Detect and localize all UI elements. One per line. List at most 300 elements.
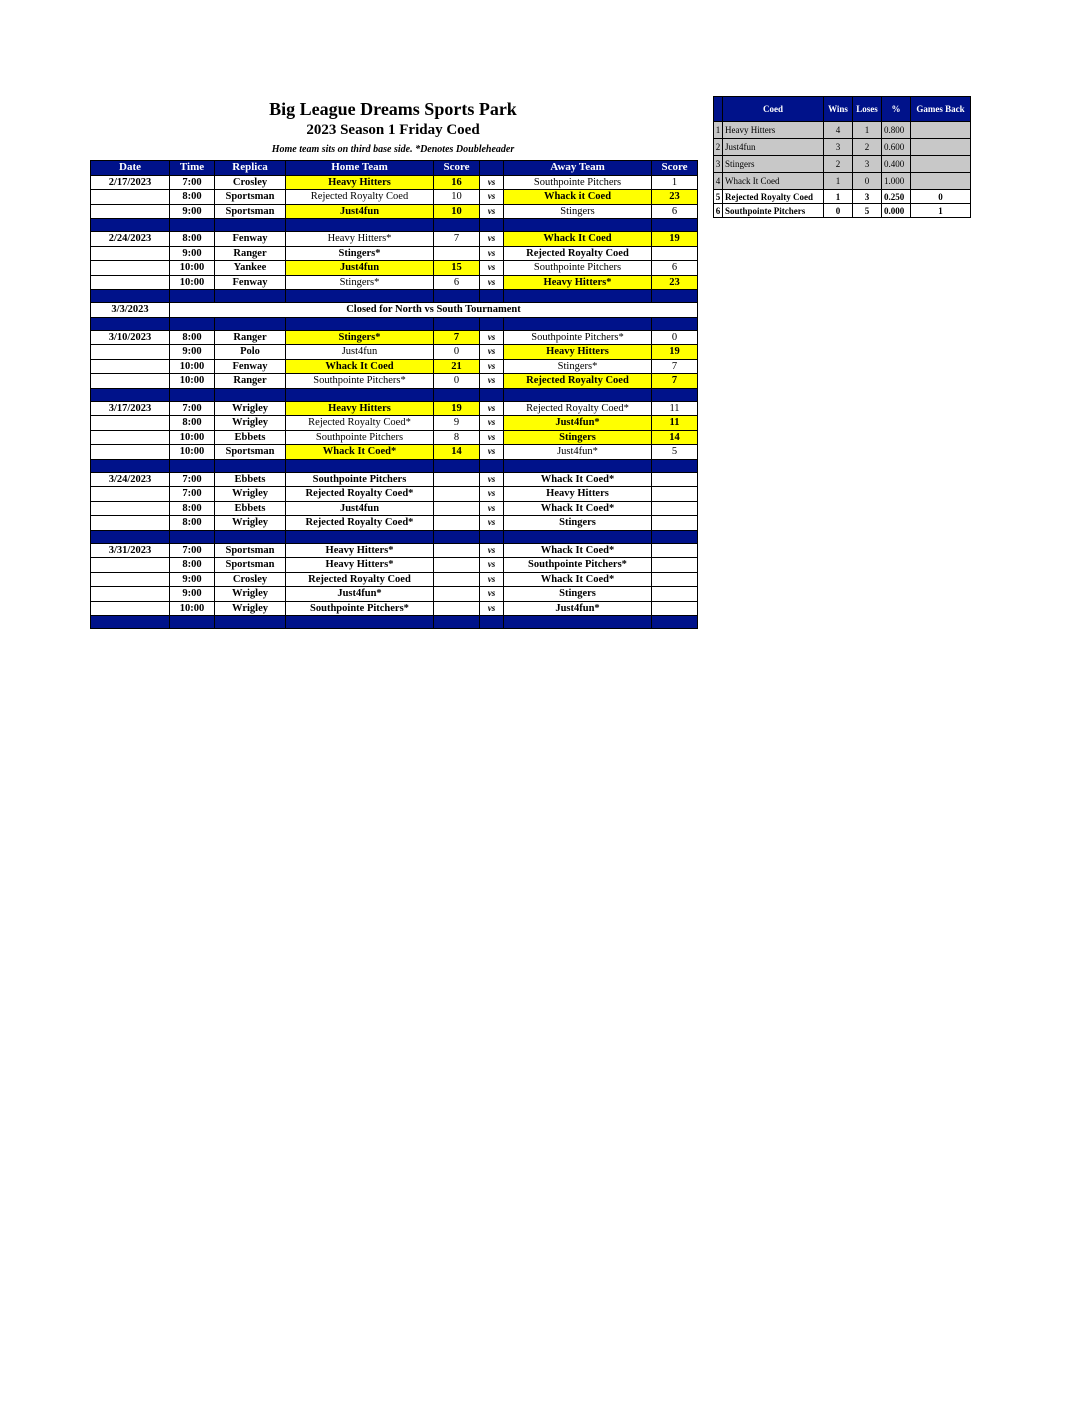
home-score: 7 xyxy=(434,232,480,247)
game-replica: Fenway xyxy=(215,275,286,290)
game-date xyxy=(91,261,170,276)
away-score: 23 xyxy=(652,275,698,290)
closed-note: Closed for North vs South Tournament xyxy=(170,303,698,318)
col-home-score: Score xyxy=(434,161,480,176)
separator-cell xyxy=(480,616,504,629)
week-separator xyxy=(91,290,698,303)
schedule-table xyxy=(90,160,698,629)
game-date xyxy=(91,275,170,290)
home-team: Heavy Hitters xyxy=(286,175,434,190)
col-replica: Replica xyxy=(215,161,286,176)
standings-team: Heavy Hitters xyxy=(723,122,824,139)
game-time: 9:00 xyxy=(170,572,215,587)
game-row xyxy=(91,374,698,389)
away-score: 23 xyxy=(652,190,698,205)
separator-cell xyxy=(652,317,698,330)
separator-cell xyxy=(215,388,286,401)
standings-row xyxy=(714,156,971,173)
game-date xyxy=(91,558,170,573)
separator-cell xyxy=(480,317,504,330)
game-row xyxy=(91,261,698,276)
standings-pct: 0.600 xyxy=(882,139,911,156)
game-time: 10:00 xyxy=(170,445,215,460)
standings-loses: 2 xyxy=(853,139,882,156)
home-team: Stingers* xyxy=(286,330,434,345)
away-score: 19 xyxy=(652,232,698,247)
standings-team: Just4fun xyxy=(723,139,824,156)
home-team: Rejected Royalty Coed* xyxy=(286,516,434,531)
schedule-header-row xyxy=(91,161,698,176)
standings-pos: 2 xyxy=(714,139,723,156)
game-row xyxy=(91,204,698,219)
separator-cell xyxy=(434,317,480,330)
game-date: 3/24/2023 xyxy=(91,472,170,487)
vs-label: vs xyxy=(480,190,504,205)
page-subtitle: 2023 Season 1 Friday Coed xyxy=(306,122,480,138)
vs-label: vs xyxy=(480,501,504,516)
page-note: Home team sits on third base side. *Denotes Doubleheader xyxy=(271,144,515,155)
separator-cell xyxy=(286,459,434,472)
standings-pct: 0.000 xyxy=(882,204,911,218)
home-team: Just4fun xyxy=(286,204,434,219)
standings-team: Whack It Coed xyxy=(723,173,824,190)
vs-label: vs xyxy=(480,516,504,531)
game-date xyxy=(91,204,170,219)
game-date xyxy=(91,190,170,205)
standings-row xyxy=(714,122,971,139)
game-replica: Wrigley xyxy=(215,516,286,531)
standings-col-pos xyxy=(714,97,723,122)
separator-cell xyxy=(286,317,434,330)
away-score xyxy=(652,543,698,558)
away-score xyxy=(652,601,698,616)
vs-label: vs xyxy=(480,261,504,276)
away-team: Rejected Royalty Coed xyxy=(504,374,652,389)
separator-cell xyxy=(652,616,698,629)
vs-label: vs xyxy=(480,175,504,190)
game-time: 10:00 xyxy=(170,275,215,290)
week-separator xyxy=(91,317,698,330)
away-score xyxy=(652,246,698,261)
game-date: 2/17/2023 xyxy=(91,175,170,190)
game-date xyxy=(91,501,170,516)
game-row xyxy=(91,275,698,290)
away-team: Whack It Coed* xyxy=(504,472,652,487)
separator-cell xyxy=(434,290,480,303)
home-team: Just4fun xyxy=(286,261,434,276)
separator-cell xyxy=(215,530,286,543)
game-row xyxy=(91,601,698,616)
game-replica: Fenway xyxy=(215,232,286,247)
standings-col-gb: Games Back xyxy=(911,97,971,122)
separator-cell xyxy=(434,388,480,401)
game-replica: Wrigley xyxy=(215,416,286,431)
home-team: Just4fun xyxy=(286,501,434,516)
game-row xyxy=(91,246,698,261)
home-team: Rejected Royalty Coed* xyxy=(286,416,434,431)
away-score: 14 xyxy=(652,430,698,445)
away-score xyxy=(652,487,698,502)
standings-loses: 3 xyxy=(853,156,882,173)
game-time: 8:00 xyxy=(170,558,215,573)
standings-loses: 1 xyxy=(853,122,882,139)
vs-label: vs xyxy=(480,416,504,431)
game-date: 2/24/2023 xyxy=(91,232,170,247)
week-separator xyxy=(91,459,698,472)
separator-cell xyxy=(215,317,286,330)
week-separator xyxy=(91,616,698,629)
separator-cell xyxy=(170,219,215,232)
away-team: Stingers xyxy=(504,587,652,602)
separator-cell xyxy=(91,290,170,303)
game-replica: Sportsman xyxy=(215,190,286,205)
col-time: Time xyxy=(170,161,215,176)
standings-table xyxy=(713,96,971,218)
game-date xyxy=(91,246,170,261)
separator-cell xyxy=(434,616,480,629)
col-away-team: Away Team xyxy=(504,161,652,176)
game-time: 8:00 xyxy=(170,416,215,431)
standings-gb xyxy=(911,139,971,156)
separator-cell xyxy=(434,459,480,472)
game-time: 10:00 xyxy=(170,601,215,616)
home-score xyxy=(434,246,480,261)
away-score: 6 xyxy=(652,261,698,276)
home-score: 16 xyxy=(434,175,480,190)
separator-cell xyxy=(215,290,286,303)
standings-col-pct: % xyxy=(882,97,911,122)
game-row xyxy=(91,430,698,445)
standings-loses: 5 xyxy=(853,204,882,218)
away-score: 19 xyxy=(652,345,698,360)
game-date: 3/10/2023 xyxy=(91,330,170,345)
standings-wins: 1 xyxy=(824,190,853,204)
home-score xyxy=(434,601,480,616)
separator-cell xyxy=(286,616,434,629)
game-time: 8:00 xyxy=(170,232,215,247)
away-team: Whack It Coed* xyxy=(504,501,652,516)
game-row xyxy=(91,516,698,531)
game-time: 8:00 xyxy=(170,516,215,531)
game-row xyxy=(91,416,698,431)
game-date xyxy=(91,587,170,602)
home-score: 0 xyxy=(434,374,480,389)
game-row xyxy=(91,359,698,374)
home-score: 0 xyxy=(434,345,480,360)
home-score xyxy=(434,487,480,502)
game-time: 9:00 xyxy=(170,204,215,219)
game-replica: Sportsman xyxy=(215,558,286,573)
away-score xyxy=(652,587,698,602)
title-block xyxy=(90,98,696,158)
separator-cell xyxy=(286,219,434,232)
home-score: 8 xyxy=(434,430,480,445)
vs-label: vs xyxy=(480,246,504,261)
home-score: 10 xyxy=(434,204,480,219)
game-replica: Ebbets xyxy=(215,501,286,516)
standings-row xyxy=(714,204,971,218)
standings-pct: 1.000 xyxy=(882,173,911,190)
standings-row xyxy=(714,173,971,190)
separator-cell xyxy=(480,219,504,232)
separator-cell xyxy=(91,388,170,401)
away-team: Just4fun* xyxy=(504,445,652,460)
away-score: 11 xyxy=(652,416,698,431)
separator-cell xyxy=(170,317,215,330)
week-separator xyxy=(91,388,698,401)
game-time: 9:00 xyxy=(170,246,215,261)
away-team: Rejected Royalty Coed xyxy=(504,246,652,261)
week-separator xyxy=(91,530,698,543)
separator-cell xyxy=(215,459,286,472)
game-date xyxy=(91,430,170,445)
separator-cell xyxy=(504,219,652,232)
home-score: 21 xyxy=(434,359,480,374)
vs-label: vs xyxy=(480,558,504,573)
home-score xyxy=(434,472,480,487)
standings-pos: 4 xyxy=(714,173,723,190)
standings-gb xyxy=(911,156,971,173)
game-row xyxy=(91,175,698,190)
standings-loses: 0 xyxy=(853,173,882,190)
game-replica: Sportsman xyxy=(215,445,286,460)
away-team: Just4fun* xyxy=(504,416,652,431)
home-score xyxy=(434,516,480,531)
separator-cell xyxy=(434,530,480,543)
away-team: Southpointe Pitchers xyxy=(504,261,652,276)
away-team: Heavy Hitters* xyxy=(504,275,652,290)
vs-label: vs xyxy=(480,572,504,587)
game-date xyxy=(91,516,170,531)
game-row xyxy=(91,345,698,360)
vs-label: vs xyxy=(480,232,504,247)
game-row xyxy=(91,587,698,602)
game-date: 3/3/2023 xyxy=(91,303,170,318)
separator-cell xyxy=(652,388,698,401)
game-replica: Wrigley xyxy=(215,487,286,502)
separator-cell xyxy=(170,459,215,472)
away-team: Stingers xyxy=(504,430,652,445)
home-score xyxy=(434,572,480,587)
vs-label: vs xyxy=(480,345,504,360)
away-score xyxy=(652,472,698,487)
away-team: Whack it Coed xyxy=(504,190,652,205)
away-team: Whack It Coed* xyxy=(504,543,652,558)
game-replica: Sportsman xyxy=(215,204,286,219)
away-team: Stingers xyxy=(504,516,652,531)
away-team: Heavy Hitters xyxy=(504,345,652,360)
game-date xyxy=(91,345,170,360)
separator-cell xyxy=(652,459,698,472)
game-row xyxy=(91,501,698,516)
home-team: Stingers* xyxy=(286,246,434,261)
home-team: Heavy Hitters xyxy=(286,401,434,416)
standings-pos: 3 xyxy=(714,156,723,173)
game-replica: Fenway xyxy=(215,359,286,374)
standings-wins: 0 xyxy=(824,204,853,218)
away-team: Southpointe Pitchers xyxy=(504,175,652,190)
away-team: Stingers* xyxy=(504,359,652,374)
separator-cell xyxy=(504,459,652,472)
schedule-body xyxy=(91,175,698,629)
home-score: 15 xyxy=(434,261,480,276)
home-team: Southpointe Pitchers* xyxy=(286,374,434,389)
away-team: Whack It Coed* xyxy=(504,572,652,587)
separator-cell xyxy=(652,530,698,543)
home-team: Stingers* xyxy=(286,275,434,290)
separator-cell xyxy=(215,616,286,629)
home-team: Southpointe Pitchers xyxy=(286,472,434,487)
col-home-team: Home Team xyxy=(286,161,434,176)
standings-pos: 6 xyxy=(714,204,723,218)
vs-label: vs xyxy=(480,601,504,616)
standings-gb: 1 xyxy=(911,204,971,218)
away-team: Southpointe Pitchers* xyxy=(504,330,652,345)
home-team: Just4fun* xyxy=(286,587,434,602)
separator-cell xyxy=(480,459,504,472)
col-away-score: Score xyxy=(652,161,698,176)
game-date xyxy=(91,572,170,587)
game-replica: Wrigley xyxy=(215,601,286,616)
game-replica: Wrigley xyxy=(215,587,286,602)
separator-cell xyxy=(170,290,215,303)
game-date xyxy=(91,601,170,616)
game-replica: Ranger xyxy=(215,330,286,345)
vs-label: vs xyxy=(480,275,504,290)
game-date: 3/17/2023 xyxy=(91,401,170,416)
standings-wins: 1 xyxy=(824,173,853,190)
game-replica: Ebbets xyxy=(215,472,286,487)
game-date xyxy=(91,359,170,374)
standings-pos: 5 xyxy=(714,190,723,204)
game-row xyxy=(91,401,698,416)
away-score: 0 xyxy=(652,330,698,345)
vs-label: vs xyxy=(480,204,504,219)
home-team: Rejected Royalty Coed xyxy=(286,572,434,587)
standings-team: Stingers xyxy=(723,156,824,173)
home-team: Southpointe Pitchers* xyxy=(286,601,434,616)
away-score: 11 xyxy=(652,401,698,416)
home-score xyxy=(434,558,480,573)
vs-label: vs xyxy=(480,543,504,558)
away-score: 1 xyxy=(652,175,698,190)
separator-cell xyxy=(91,530,170,543)
game-date: 3/31/2023 xyxy=(91,543,170,558)
game-replica: Ebbets xyxy=(215,430,286,445)
vs-label: vs xyxy=(480,330,504,345)
home-team: Heavy Hitters* xyxy=(286,558,434,573)
away-score xyxy=(652,558,698,573)
home-score xyxy=(434,543,480,558)
game-time: 7:00 xyxy=(170,487,215,502)
standings-row xyxy=(714,190,971,204)
home-score: 7 xyxy=(434,330,480,345)
separator-cell xyxy=(504,388,652,401)
game-time: 9:00 xyxy=(170,345,215,360)
separator-cell xyxy=(170,530,215,543)
game-time: 10:00 xyxy=(170,430,215,445)
separator-cell xyxy=(286,388,434,401)
vs-label: vs xyxy=(480,359,504,374)
game-date xyxy=(91,416,170,431)
standings-header-row xyxy=(714,97,971,122)
vs-label: vs xyxy=(480,587,504,602)
separator-cell xyxy=(170,616,215,629)
vs-label: vs xyxy=(480,374,504,389)
standings-body xyxy=(714,122,971,218)
vs-label: vs xyxy=(480,445,504,460)
game-time: 8:00 xyxy=(170,190,215,205)
separator-cell xyxy=(434,219,480,232)
away-team: Southpointe Pitchers* xyxy=(504,558,652,573)
away-team: Rejected Royalty Coed* xyxy=(504,401,652,416)
game-time: 10:00 xyxy=(170,261,215,276)
standings-pct: 0.250 xyxy=(882,190,911,204)
separator-cell xyxy=(504,317,652,330)
standings-team: Southpointe Pitchers xyxy=(723,204,824,218)
home-team: Whack It Coed* xyxy=(286,445,434,460)
home-score: 19 xyxy=(434,401,480,416)
home-team: Just4fun xyxy=(286,345,434,360)
home-score: 6 xyxy=(434,275,480,290)
game-time: 7:00 xyxy=(170,543,215,558)
away-team: Heavy Hitters xyxy=(504,487,652,502)
separator-cell xyxy=(504,616,652,629)
home-team: Heavy Hitters* xyxy=(286,543,434,558)
game-row xyxy=(91,445,698,460)
away-score: 7 xyxy=(652,374,698,389)
closed-row xyxy=(91,303,698,318)
home-score: 14 xyxy=(434,445,480,460)
game-row xyxy=(91,543,698,558)
separator-cell xyxy=(480,530,504,543)
game-row xyxy=(91,558,698,573)
separator-cell xyxy=(652,219,698,232)
standings-pct: 0.400 xyxy=(882,156,911,173)
game-row xyxy=(91,232,698,247)
separator-cell xyxy=(215,219,286,232)
week-separator xyxy=(91,219,698,232)
page-title: Big League Dreams Sports Park xyxy=(269,99,517,119)
away-score: 7 xyxy=(652,359,698,374)
game-replica: Wrigley xyxy=(215,401,286,416)
standings-pos: 1 xyxy=(714,122,723,139)
separator-cell xyxy=(480,388,504,401)
standings-col-loses: Loses xyxy=(853,97,882,122)
separator-cell xyxy=(286,530,434,543)
separator-cell xyxy=(91,219,170,232)
game-time: 8:00 xyxy=(170,330,215,345)
game-date xyxy=(91,374,170,389)
game-date xyxy=(91,445,170,460)
away-score xyxy=(652,501,698,516)
game-date xyxy=(91,487,170,502)
game-replica: Crosley xyxy=(215,572,286,587)
home-score xyxy=(434,587,480,602)
game-replica: Yankee xyxy=(215,261,286,276)
game-row xyxy=(91,487,698,502)
standings-row xyxy=(714,139,971,156)
game-time: 10:00 xyxy=(170,374,215,389)
vs-label: vs xyxy=(480,401,504,416)
vs-label: vs xyxy=(480,472,504,487)
standings-wins: 4 xyxy=(824,122,853,139)
away-team: Whack It Coed xyxy=(504,232,652,247)
separator-cell xyxy=(652,290,698,303)
home-score xyxy=(434,501,480,516)
separator-cell xyxy=(286,290,434,303)
away-score: 6 xyxy=(652,204,698,219)
